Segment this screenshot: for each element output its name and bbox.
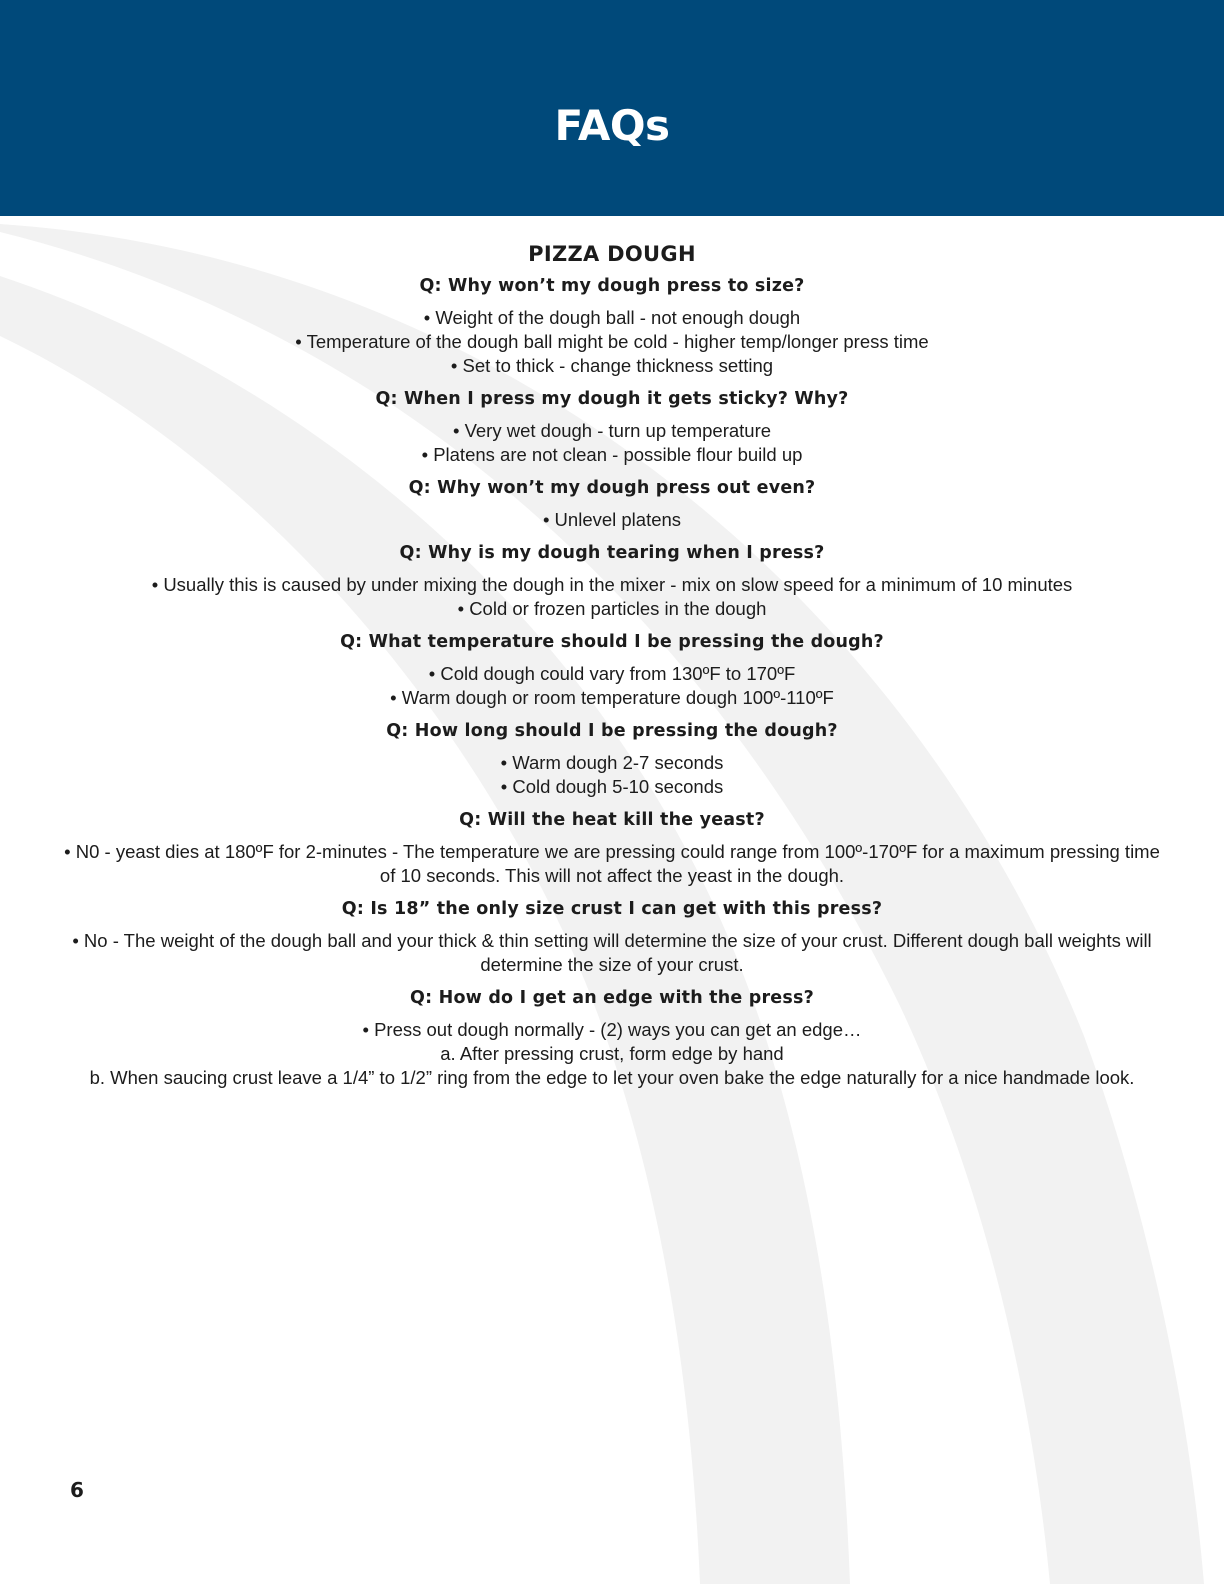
faq-item <box>60 808 1164 888</box>
faq-answer-list <box>60 508 1164 532</box>
faq-answer: • Very wet dough - turn up temperature <box>452 420 772 441</box>
faq-answer-list <box>60 573 1164 621</box>
faq-answer: a. After pressing crust, form edge by hand <box>440 1043 784 1064</box>
faq-answer-list <box>60 419 1164 467</box>
faq-item <box>60 274 1164 378</box>
section-heading: PIZZA DOUGH <box>528 242 696 266</box>
page-number: 6 <box>70 1478 84 1502</box>
faq-answer-list <box>60 1018 1164 1090</box>
faq-item <box>60 630 1164 710</box>
faq-answer-list <box>60 306 1164 378</box>
faq-list <box>60 274 1164 1090</box>
faq-answer: • No - The weight of the dough ball and your thick & thin setting will determine the size of your crust. Different dough ball weights will determine the size of your crust. <box>72 930 1152 975</box>
faq-question: Q: Will the heat kill the yeast? <box>459 810 765 830</box>
faq-item <box>60 719 1164 799</box>
faq-item <box>60 897 1164 977</box>
faq-question: Q: Is 18” the only size crust I can get with this press? <box>341 899 883 919</box>
faq-answer: • Warm dough or room temperature dough 100º-110ºF <box>390 687 834 708</box>
faq-answer-list <box>60 929 1164 977</box>
faq-answer-list <box>60 751 1164 799</box>
faq-answer: • Cold dough could vary from 130ºF to 170ºF <box>428 663 796 684</box>
faq-answer: • Press out dough normally - (2) ways you can get an edge… <box>362 1019 862 1040</box>
faq-item <box>60 387 1164 467</box>
faq-answer: • Platens are not clean - possible flour build up <box>421 444 803 465</box>
faq-answer-list <box>60 662 1164 710</box>
faq-item <box>60 476 1164 532</box>
faq-answer-list <box>60 840 1164 888</box>
page-title: FAQs <box>554 101 670 150</box>
faq-item <box>60 541 1164 621</box>
faq-question: Q: How long should I be pressing the dough? <box>386 721 838 741</box>
faq-question: Q: Why won’t my dough press out even? <box>408 478 816 498</box>
header-banner <box>0 0 1224 216</box>
faq-answer: • N0 - yeast dies at 180ºF for 2-minutes - The temperature we are pressing could range from 100º-170ºF for a maximum pressing time of 10 seconds. This will not affect the yeast in the dough. <box>64 841 1160 886</box>
faq-item <box>60 986 1164 1090</box>
faq-content <box>60 240 1164 1099</box>
faq-answer: b. When saucing crust leave a 1/4” to 1/2” ring from the edge to let your oven bake the edge naturally for a nice handmade look. <box>89 1067 1135 1088</box>
faq-answer: • Cold or frozen particles in the dough <box>457 598 767 619</box>
faq-question: Q: Why is my dough tearing when I press? <box>399 543 825 563</box>
faq-question: Q: How do I get an edge with the press? <box>410 988 814 1008</box>
faq-answer: • Set to thick - change thickness setting <box>450 355 774 376</box>
faq-answer: • Weight of the dough ball - not enough dough <box>423 307 801 328</box>
faq-answer: • Warm dough 2-7 seconds <box>500 752 724 773</box>
faq-question: Q: What temperature should I be pressing the dough? <box>340 632 884 652</box>
faq-answer: • Cold dough 5-10 seconds <box>500 776 724 797</box>
faq-answer: • Usually this is caused by under mixing the dough in the mixer - mix on slow speed for a minimum of 10 minutes <box>151 574 1073 595</box>
faq-question: Q: Why won’t my dough press to size? <box>419 276 805 296</box>
faq-answer: • Temperature of the dough ball might be cold - higher temp/longer press time <box>295 331 929 352</box>
faq-answer: • Unlevel platens <box>542 509 682 530</box>
faq-question: Q: When I press my dough it gets sticky? Why? <box>375 389 849 409</box>
